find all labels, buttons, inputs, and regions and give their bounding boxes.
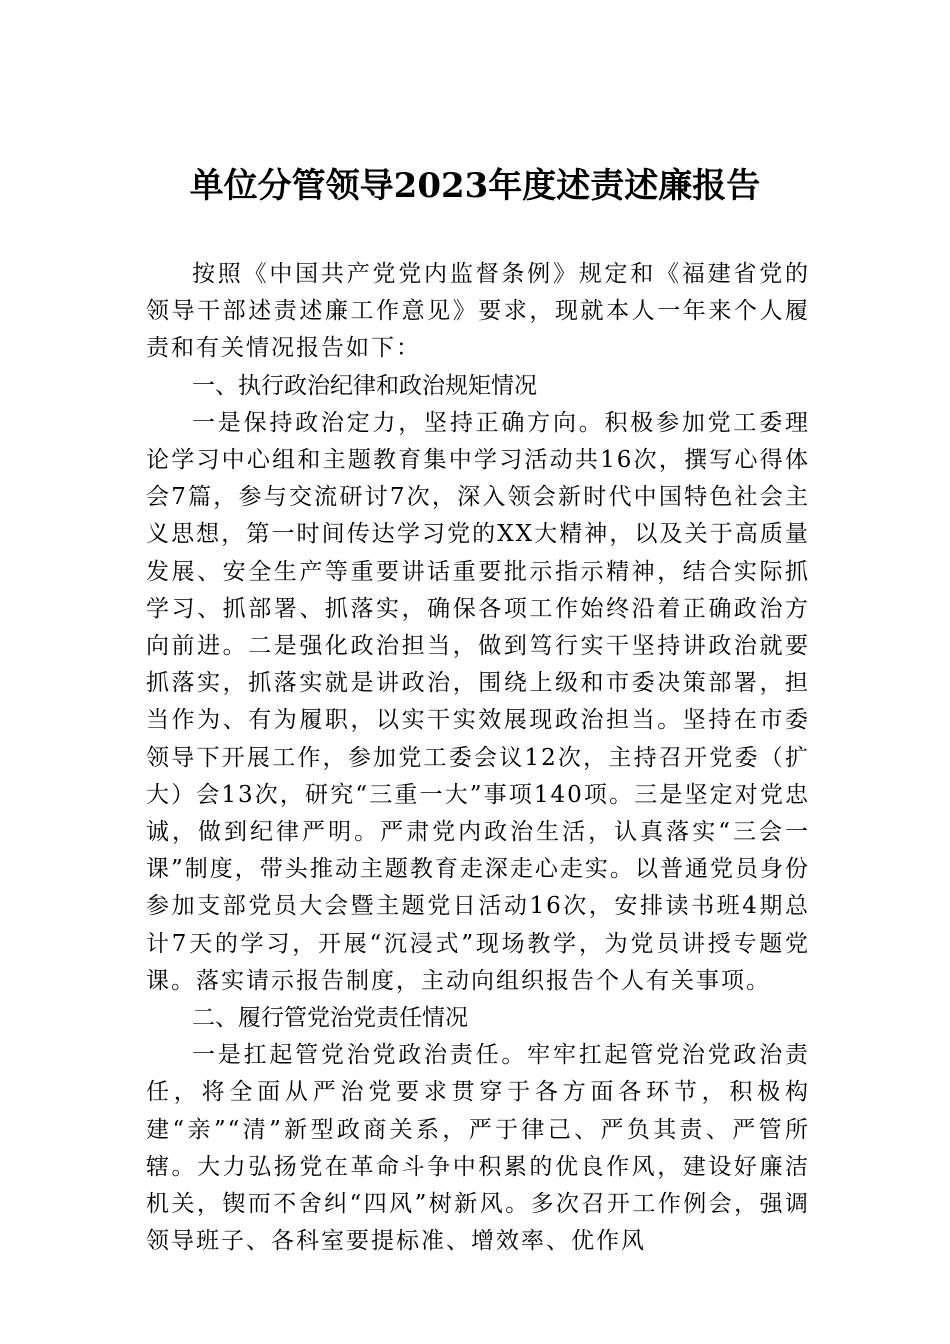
document-body	[146, 256, 810, 1260]
section-paragraph-party-governance: 一是扛起管党治党政治责任。牢牢扛起管党治党政治责任，将全面从严治党要求贯穿于各方面各环节，积极构建“亲”“清”新型政商关系，严于律己、严负其责、严管所辖。大力弘扬党在革命斗争中积累的优良作风，建设好廉洁机关，锲而不舍纠“四风”树新风。多次召开工作例会，强调领导班子、各科室要提标准、增效率、优作风	[146, 1042, 810, 1255]
section-heading-party-governance: 二、履行管党治党责任情况	[192, 1005, 468, 1032]
section-heading-political-discipline: 一、执行政治纪律和政治规矩情况	[192, 372, 537, 399]
document-title: 单位分管领导2023年度述责述廉报告	[189, 166, 761, 206]
intro-paragraph: 按照《中国共产党党内监督条例》规定和《福建省党的领导干部述责述廉工作意见》要求，现就本人一年来个人履责和有关情况报告如下：	[146, 261, 810, 362]
section-paragraph-political-discipline: 一是保持政治定力，坚持正确方向。积极参加党工委理论学习中心组和主题教育集中学习活动共16次，撰写心得体会7篇，参与交流研讨7次，深入领会新时代中国特色社会主义思想，第一时间传达学习党的XX大精神，以及关于高质量发展、安全生产等重要讲话重要批示指示精神，结合实际抓学习、抓部署、抓落实，确保各项工作始终沿着正确政治方向前进。二是强化政治担当，做到笃行实干坚持讲政治就要抓落实，抓落实就是讲政治，围绕上级和市委决策部署，担当作为、有为履职，以实干实效展现政治担当。坚持在市委领导下开展工作，参加党工委会议12次，主持召开党委（扩大）会13次，研究“三重一大”事项140项。三是坚定对党忠诚，做到纪律严明。严肃党内政治生活，认真落实“三会一课”制度，带头推动主题教育走深走心走实。以普通党员身份参加支部党员大会暨主题党日活动16次，安排读书班4期总计7天的学习，开展“沉浸式”现场教学，为党员讲授专题党课。落实请示报告制度，主动向组织报告个人有关事项。	[146, 409, 810, 994]
